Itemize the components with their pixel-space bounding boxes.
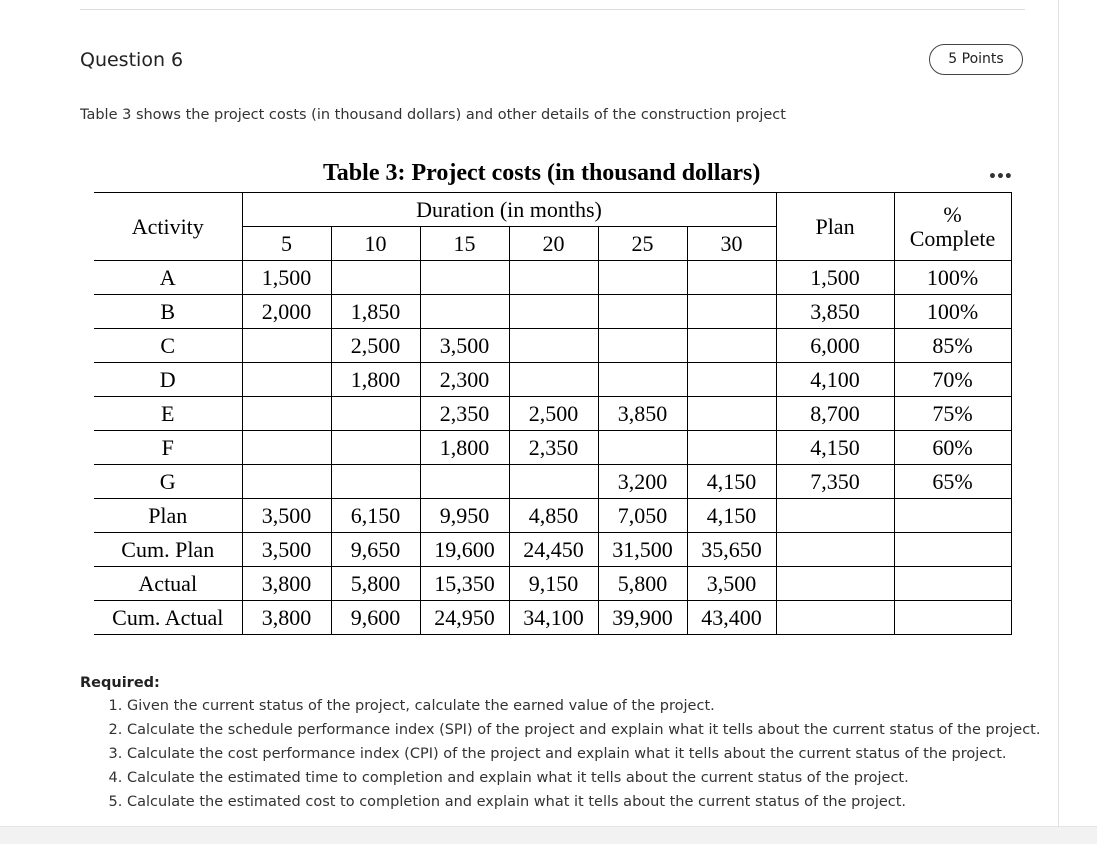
table-row-activity-c [94,329,1011,363]
table-caption: Table 3: Project costs (in thousand dollars) [323,160,761,186]
table-cell [687,261,776,295]
table-cell [242,431,331,465]
table-cell: 3,200 [598,465,687,499]
table-cell [420,465,509,499]
complete-cell: 65% [894,465,1011,499]
complete-cell: 75% [894,397,1011,431]
table-row-activity-a [94,261,1011,295]
table-cell: 2,350 [509,431,598,465]
table-cell: 19,600 [420,533,509,567]
more-options-icon[interactable]: ••• [988,169,1012,185]
table-cell [331,397,420,431]
empty-cell [776,567,894,601]
table-cell: 2,000 [242,295,331,329]
table-cell: 1,800 [331,363,420,397]
header-month-20: 20 [509,227,598,261]
table-cell [509,261,598,295]
row-label: A [94,261,242,295]
table-cell [509,329,598,363]
table-cell [331,465,420,499]
table-cell: 1,850 [331,295,420,329]
table-cell [687,363,776,397]
table-cell: 2,350 [420,397,509,431]
summary-label: Cum. Plan [94,533,242,567]
table-cell [598,329,687,363]
table-cell [509,465,598,499]
complete-cell: 85% [894,329,1011,363]
row-label: G [94,465,242,499]
table-cell: 5,800 [598,567,687,601]
table-cell: 34,100 [509,601,598,635]
empty-cell [894,533,1011,567]
table-cell: 3,500 [242,499,331,533]
table-cell: 5,800 [331,567,420,601]
question-intro: Table 3 shows the project costs (in thousand dollars) and other details of the construction project [80,107,786,123]
table-cell: 15,350 [420,567,509,601]
table-cell [598,261,687,295]
table-cell: 4,850 [509,499,598,533]
table-cell [331,261,420,295]
plan-cell: 6,000 [776,329,894,363]
row-label: B [94,295,242,329]
table-cell [331,431,420,465]
table-cell: 3,800 [242,601,331,635]
table-row-activity-g [94,465,1011,499]
plan-cell: 8,700 [776,397,894,431]
plan-cell: 3,850 [776,295,894,329]
table-cell: 2,500 [331,329,420,363]
table-cell: 43,400 [687,601,776,635]
empty-cell [776,499,894,533]
table-cell [687,397,776,431]
complete-cell: 70% [894,363,1011,397]
table-cell [242,363,331,397]
table-row-activity-b [94,295,1011,329]
table-cell [598,363,687,397]
table-cell [687,329,776,363]
row-label: E [94,397,242,431]
header-duration: Duration (in months) [242,193,776,227]
required-item: 1. Given the current status of the project, calculate the earned value of the project. [127,694,1040,718]
table-cell: 9,150 [509,567,598,601]
table-cell [242,397,331,431]
header-plan: Plan [776,193,894,261]
table-cell: 4,150 [687,465,776,499]
table-cell [420,295,509,329]
complete-cell: 100% [894,295,1011,329]
table-cell: 24,450 [509,533,598,567]
summary-label: Cum. Actual [94,601,242,635]
table-row-activity-e [94,397,1011,431]
table-row-activity-f [94,431,1011,465]
header-complete [894,193,1011,261]
required-item: 5. Calculate the estimated cost to completion and explain what it tells about the current status of the project. [127,790,1040,814]
required-item: 4. Calculate the estimated time to completion and explain what it tells about the current status of the project. [127,766,1040,790]
table-cell: 9,600 [331,601,420,635]
table-cell: 3,800 [242,567,331,601]
header-month-15: 15 [420,227,509,261]
required-list [80,694,1040,814]
empty-cell [894,567,1011,601]
row-label: C [94,329,242,363]
complete-cell: 60% [894,431,1011,465]
table-row-summary [94,601,1011,635]
row-label: D [94,363,242,397]
table-cell: 3,500 [242,533,331,567]
table-row-activity-d [94,363,1011,397]
empty-cell [776,533,894,567]
bottom-bar [0,826,1097,844]
required-section [80,673,1040,814]
required-heading: Required: [80,675,160,691]
table-row-summary [94,567,1011,601]
plan-cell: 7,350 [776,465,894,499]
table-cell: 3,850 [598,397,687,431]
table-cell: 35,650 [687,533,776,567]
required-item: 2. Calculate the schedule performance index (SPI) of the project and explain what it tells about the current status of the project. [127,718,1040,742]
empty-cell [894,499,1011,533]
empty-cell [776,601,894,635]
plan-cell: 4,100 [776,363,894,397]
table-cell: 31,500 [598,533,687,567]
points-badge: 5 Points [929,44,1023,75]
table-cell [687,295,776,329]
table-cell: 6,150 [331,499,420,533]
table-cell: 3,500 [420,329,509,363]
question-title: Question 6 [80,49,184,71]
table-cell: 3,500 [687,567,776,601]
header-month-25: 25 [598,227,687,261]
row-label: F [94,431,242,465]
table-cell: 7,050 [598,499,687,533]
summary-label: Plan [94,499,242,533]
empty-cell [894,601,1011,635]
table-row-summary [94,533,1011,567]
plan-cell: 4,150 [776,431,894,465]
table-cell: 4,150 [687,499,776,533]
table-cell: 24,950 [420,601,509,635]
header-month-10: 10 [331,227,420,261]
table-cell: 9,650 [331,533,420,567]
table-cell: 39,900 [598,601,687,635]
header-complete-line2: Complete [909,225,996,251]
table-cell: 2,300 [420,363,509,397]
table-cell: 1,500 [242,261,331,295]
table-cell [598,431,687,465]
table-cell [242,329,331,363]
table-cell [509,295,598,329]
plan-cell: 1,500 [776,261,894,295]
header-month-30: 30 [687,227,776,261]
project-costs-table [94,192,1012,635]
right-divider [1058,0,1059,826]
table-cell: 1,800 [420,431,509,465]
table-cell [509,363,598,397]
table-cell [420,261,509,295]
header-complete-line1: % [943,201,962,227]
table-row-summary [94,499,1011,533]
table-cell: 2,500 [509,397,598,431]
summary-label: Actual [94,567,242,601]
table-cell [242,465,331,499]
top-divider [80,9,1025,10]
header-month-5: 5 [242,227,331,261]
header-activity: Activity [94,193,242,261]
table-cell [598,295,687,329]
table-cell [687,431,776,465]
complete-cell: 100% [894,261,1011,295]
required-item: 3. Calculate the cost performance index (CPI) of the project and explain what it tells about the current status of the project. [127,742,1040,766]
table-cell: 9,950 [420,499,509,533]
